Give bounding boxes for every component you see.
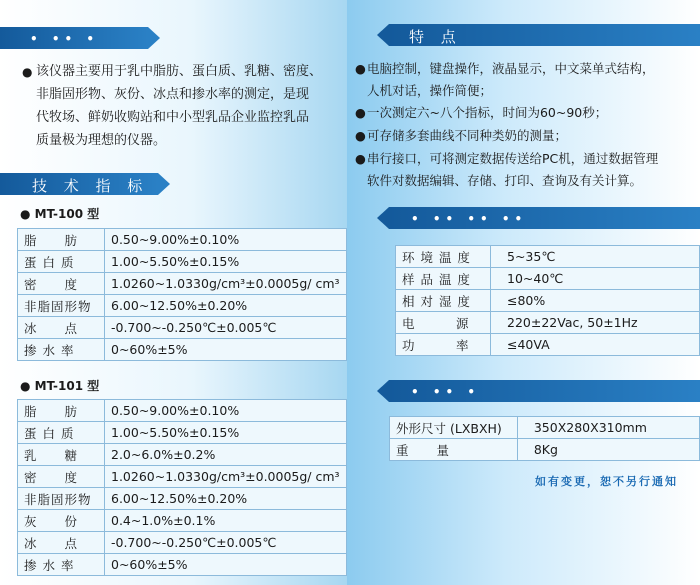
spec-key: 密 度 [18,273,105,295]
change-notice: 如有变更，恕不另行通知 [535,475,678,488]
spec-key: 脂 肪 [18,229,105,251]
feature-line: 软件对数据编辑、存储、打印、查询及有关计算。 [367,173,643,188]
mt100-spec-table [17,228,347,361]
tech-title: 技 术 指 标 [32,177,149,195]
spec-key: 非脂固形物 [18,488,105,510]
table-row [390,439,700,461]
left-panel [0,0,347,585]
spec-value: 2.0~6.0%±0.2% [105,444,347,466]
spec-value: 5~35℃ [491,246,700,268]
mt100-title: ● MT-100 型 [20,207,100,221]
feature-line: 人机对话，操作简便； [367,83,493,98]
spec-key: 电 源 [396,312,491,334]
feature-item: ● 串行接口，可将测定数据传送给PC机，通过数据管理 软件对数据编辑、存储、打印、查询及有关计算。 [367,148,697,192]
spec-key: 冰 点 [18,532,105,554]
mt101-title: ● MT-101 型 [20,379,100,393]
table-row [18,532,347,554]
spec-key: 蛋 白 质 [18,422,105,444]
table-row [396,268,700,290]
intro-line: 该仪器主要用于乳中脂肪、蛋白质、乳糖、密度、 [36,64,323,79]
tech-header-band [0,173,158,195]
spec-value: 0.50~9.00%±0.10% [105,229,347,251]
size-dots: • •• • [411,385,481,399]
env-dots: • •• •• •• [411,212,528,226]
spec-key: 乳 糖 [18,444,105,466]
table-row [18,400,347,422]
mt101-spec-table [17,399,347,576]
table-row [18,466,347,488]
table-row [18,510,347,532]
spec-value: 0.4~1.0%±0.1% [105,510,347,532]
size-spec-table [389,416,700,461]
feature-item: ● 可存储多套曲线不同种类奶的测量； [367,125,697,147]
table-row [18,444,347,466]
mt100-title-text: MT-100 型 [34,207,100,221]
spec-value: 6.00~12.50%±0.20% [105,488,347,510]
spec-value: 0.50~9.00%±0.10% [105,400,347,422]
intro-line: 质量极为理想的仪器。 [36,133,167,148]
spec-value: 10~40℃ [491,268,700,290]
table-row [18,339,347,361]
spec-key: 掺 水 率 [18,339,105,361]
feature-line: 可存储多套曲线不同种类奶的测量； [367,128,568,143]
feature-item: ● 电脑控制，键盘操作，液晶显示，中文菜单式结构， 人机对话，操作简便； [367,58,697,102]
feature-item: ● 一次测定六~八个指标，时间为60~90秒； [367,102,697,124]
table-row [18,488,347,510]
intro-line: 非脂固形物、灰份、冰点和掺水率的测定，是现 [36,87,310,102]
spec-value: 1.0260~1.0330g/cm³±0.0005g/ cm³ [105,466,347,488]
spec-key: 外形尺寸 (LXBXH) [390,417,518,439]
spec-key: 灰 份 [18,510,105,532]
intro-line: 代牧场、鲜奶收购站和中小型乳品企业监控乳品 [36,110,310,125]
features-title: 特 点 [409,28,462,46]
table-row [396,312,700,334]
table-row [18,554,347,576]
spec-key: 密 度 [18,466,105,488]
table-row [396,246,700,268]
table-row [396,334,700,356]
size-header-band [389,380,700,402]
spec-value: -0.700~-0.250℃±0.005℃ [105,532,347,554]
table-row [18,295,347,317]
table-row [18,251,347,273]
spec-value: 1.00~5.50%±0.15% [105,422,347,444]
table-row [396,290,700,312]
spec-key: 重 量 [390,439,518,461]
right-panel [347,0,700,585]
env-header-band [389,207,700,229]
feature-line: 电脑控制，键盘操作，液晶显示，中文菜单式结构， [367,61,655,76]
intro-paragraph [36,60,336,152]
spec-key: 相 对 湿 度 [396,290,491,312]
spec-value: 1.0260~1.0330g/cm³±0.0005g/ cm³ [105,273,347,295]
table-row [18,422,347,444]
spec-value: 8Kg [517,439,699,461]
table-row [18,317,347,339]
intro-header-band [0,27,148,49]
table-row [390,417,700,439]
spec-key: 样 品 温 度 [396,268,491,290]
spec-value: 0~60%±5% [105,339,347,361]
intro-dots: • •• • [30,32,100,46]
spec-value: 1.00~5.50%±0.15% [105,251,347,273]
spec-value: ≤40VA [491,334,700,356]
spec-value: 0~60%±5% [105,554,347,576]
spec-value: 220±22Vac, 50±1Hz [491,312,700,334]
spec-key: 蛋 白 质 [18,251,105,273]
feature-line: 一次测定六~八个指标，时间为60~90秒； [367,105,608,120]
spec-value: 350X280X310mm [517,417,699,439]
spec-value: -0.700~-0.250℃±0.005℃ [105,317,347,339]
feature-line: 串行接口，可将测定数据传送给PC机，通过数据管理 [367,151,659,166]
table-row [18,273,347,295]
mt101-title-text: MT-101 型 [34,379,100,393]
table-row [18,229,347,251]
spec-value: ≤80% [491,290,700,312]
env-spec-table [395,245,700,356]
spec-key: 环 境 温 度 [396,246,491,268]
spec-value: 6.00~12.50%±0.20% [105,295,347,317]
features-header-band [389,24,700,46]
intro-bullet: ● [22,65,33,79]
spec-key: 功 率 [396,334,491,356]
spec-key: 非脂固形物 [18,295,105,317]
spec-key: 脂 肪 [18,400,105,422]
spec-key: 掺 水 率 [18,554,105,576]
spec-key: 冰 点 [18,317,105,339]
